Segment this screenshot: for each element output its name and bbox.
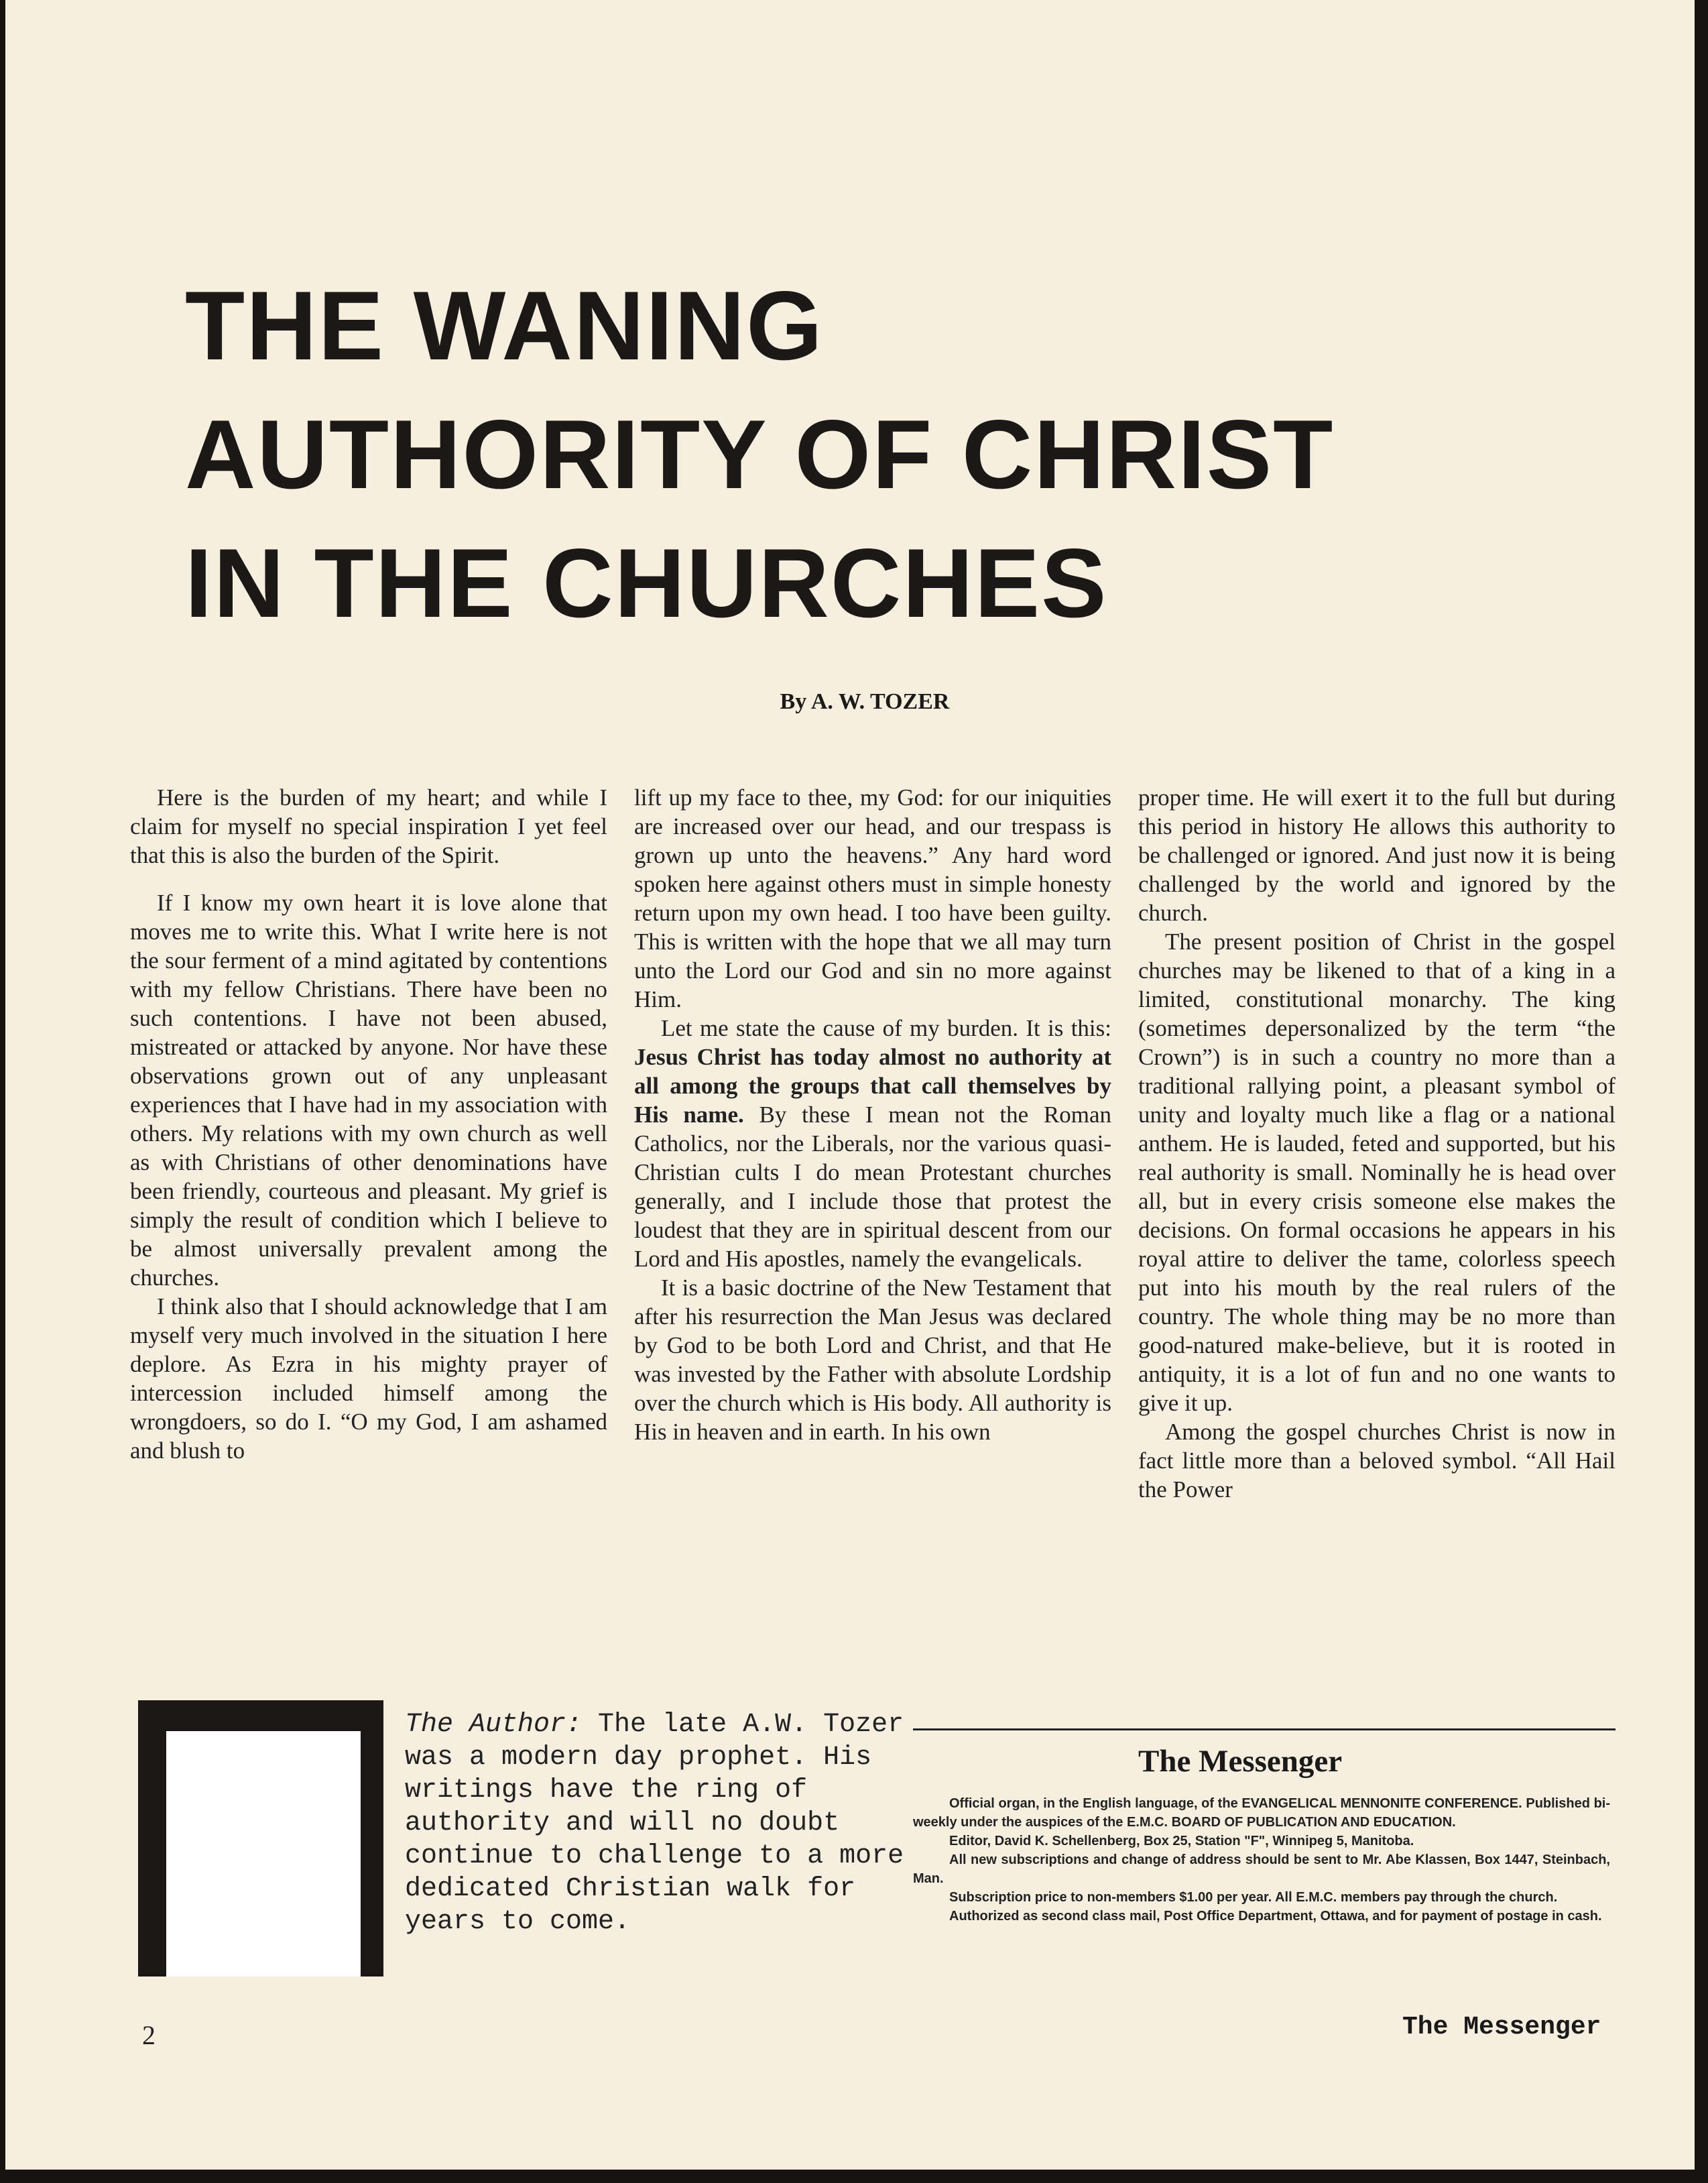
article-column-1 [130, 783, 607, 1465]
byline: By A. W. TOZER [780, 689, 950, 714]
masthead-line: All new subscriptions and change of address should be sent to Mr. Abe Klassen, Box 1447, Steinbach, Man. [913, 1852, 1610, 1886]
article-title [185, 261, 1334, 648]
article-column-3 [1138, 783, 1615, 1504]
emphasis-text: Jesus Christ has today almost no authority at all among the groups that call themselves by His name. [634, 1044, 1111, 1128]
paragraph [634, 1014, 1111, 1273]
author-photo-frame [138, 1700, 383, 1976]
title-line: IN THE CHURCHES [185, 528, 1108, 638]
title-line: THE WANING [185, 271, 824, 380]
paragraph-text: Let me state the cause of my burden. It is this: [661, 1015, 1111, 1041]
paragraph: If I know my own heart it is love alone that moves me to write this. What I write here is not the sour ferment of a mind agitated by contentions with my fellow Christians. There have been no such contentions. I have not been abused, mistreated or attacked by anyone. Nor have these observations grown out of any unpleasant experiences that I have had in my association with others. My relations with my own church as well as with Christians of other denominations have been friendly, courteous and pleasant. My grief is simply the result of condition which I believe to be almost universally prevalent among the churches. [130, 890, 607, 1291]
author-note-text: The late A.W. Tozer was a modern day prophet. His writings have the ring of authority and will no doubt continue to challenge to a more dedicated Christian walk for years to come. [405, 1710, 904, 1937]
author-note [405, 1708, 914, 1938]
paragraph: lift up my face to thee, my God: for our iniquities are increased over our head, and our trespass is grown up unto the heavens.” Any hard word spoken here against others must in simple honesty return upon my own head. I too have been guilty. This is written with the hope that we all may turn unto the Lord our God and sin no more against Him. [634, 784, 1111, 1012]
masthead-line: Subscription price to non-members $1.00 per year. All E.M.C. members pay through the church. [949, 1890, 1558, 1905]
paragraph: Here is the burden of my heart; and while I claim for myself no special inspiration I yet feel that this is also the burden of the Spirit. [130, 784, 607, 868]
masthead-title: The Messenger [1138, 1744, 1343, 1779]
paragraph-text: By these I mean not the Roman Catholics, nor the Liberals, nor the various quasi-Christian cults I do mean Protestant churches generally, and I include those that protest the loudest that they are in spiritual descent from our Lord and His apostles, namely the evangelicals. [634, 1102, 1112, 1272]
paragraph: proper time. He will exert it to the full but during this period in history He allows this authority to be challenged or ignored. And just now it is being challenged by the world and ignored by the church. [1138, 784, 1615, 926]
paragraph: I think also that I should acknowledge that I am myself very much involved in the situation I here deplore. As Ezra in his mighty prayer of intercession included himself among the wrongdoers, so do I. “O my God, I am ashamed and blush to [130, 1293, 607, 1464]
masthead-details [913, 1794, 1610, 1926]
paragraph: Among the gospel churches Christ is now in fact little more than a beloved symbol. “All Hail the Power [1138, 1419, 1615, 1502]
author-note-label: The Author: [405, 1710, 583, 1740]
paragraph: It is a basic doctrine of the New Testament that after his resurrection the Man Jesus was declared by God to be both Lord and Christ, and that He was invested by the Father with absolute Lordship over the church which is His body. All authority is His in heaven and in earth. In his own [634, 1275, 1111, 1445]
page-number: 2 [142, 2020, 156, 2050]
footer-publication-name: The Messenger [1402, 2013, 1601, 2042]
article-column-2 [634, 783, 1111, 1446]
masthead-line: Editor, David K. Schellenberg, Box 25, Station "F", Winnipeg 5, Manitoba. [949, 1834, 1414, 1848]
masthead-divider [913, 1728, 1615, 1730]
masthead-line: Official organ, in the English language, of the EVANGELICAL MENNONITE CONFERENCE. Published bi-weekly under the auspices of the E.M.C. BOARD OF PUBLICATION AND EDUCATION. [913, 1796, 1610, 1830]
masthead-line: Authorized as second class mail, Post Office Department, Ottawa, and for payment of postage in cash. [949, 1909, 1602, 1924]
title-line: AUTHORITY OF CHRIST [185, 400, 1335, 509]
magazine-page [5, 0, 1695, 2170]
paragraph: The present position of Christ in the gospel churches may be likened to that of a king in a limited, constitutional monarchy. The king (sometimes depersonalized by the term “the Crown”) is in such a country no more than a traditional rallying point, a pleasant symbol of unity and loyalty much like a flag or a national anthem. He is lauded, feted and supported, but his real authority is small. Nominally he is head over all, but in every crisis someone else makes the decisions. On formal occasions he appears in his royal attire to deliver the tame, colorless speech put into his mouth by the real rulers of the country. The whole thing may be no more than good-natured make-believe, but it is rooted in antiquity, it is a lot of fun and no one wants to give it up. [1138, 929, 1615, 1416]
author-photo [166, 1731, 361, 1976]
